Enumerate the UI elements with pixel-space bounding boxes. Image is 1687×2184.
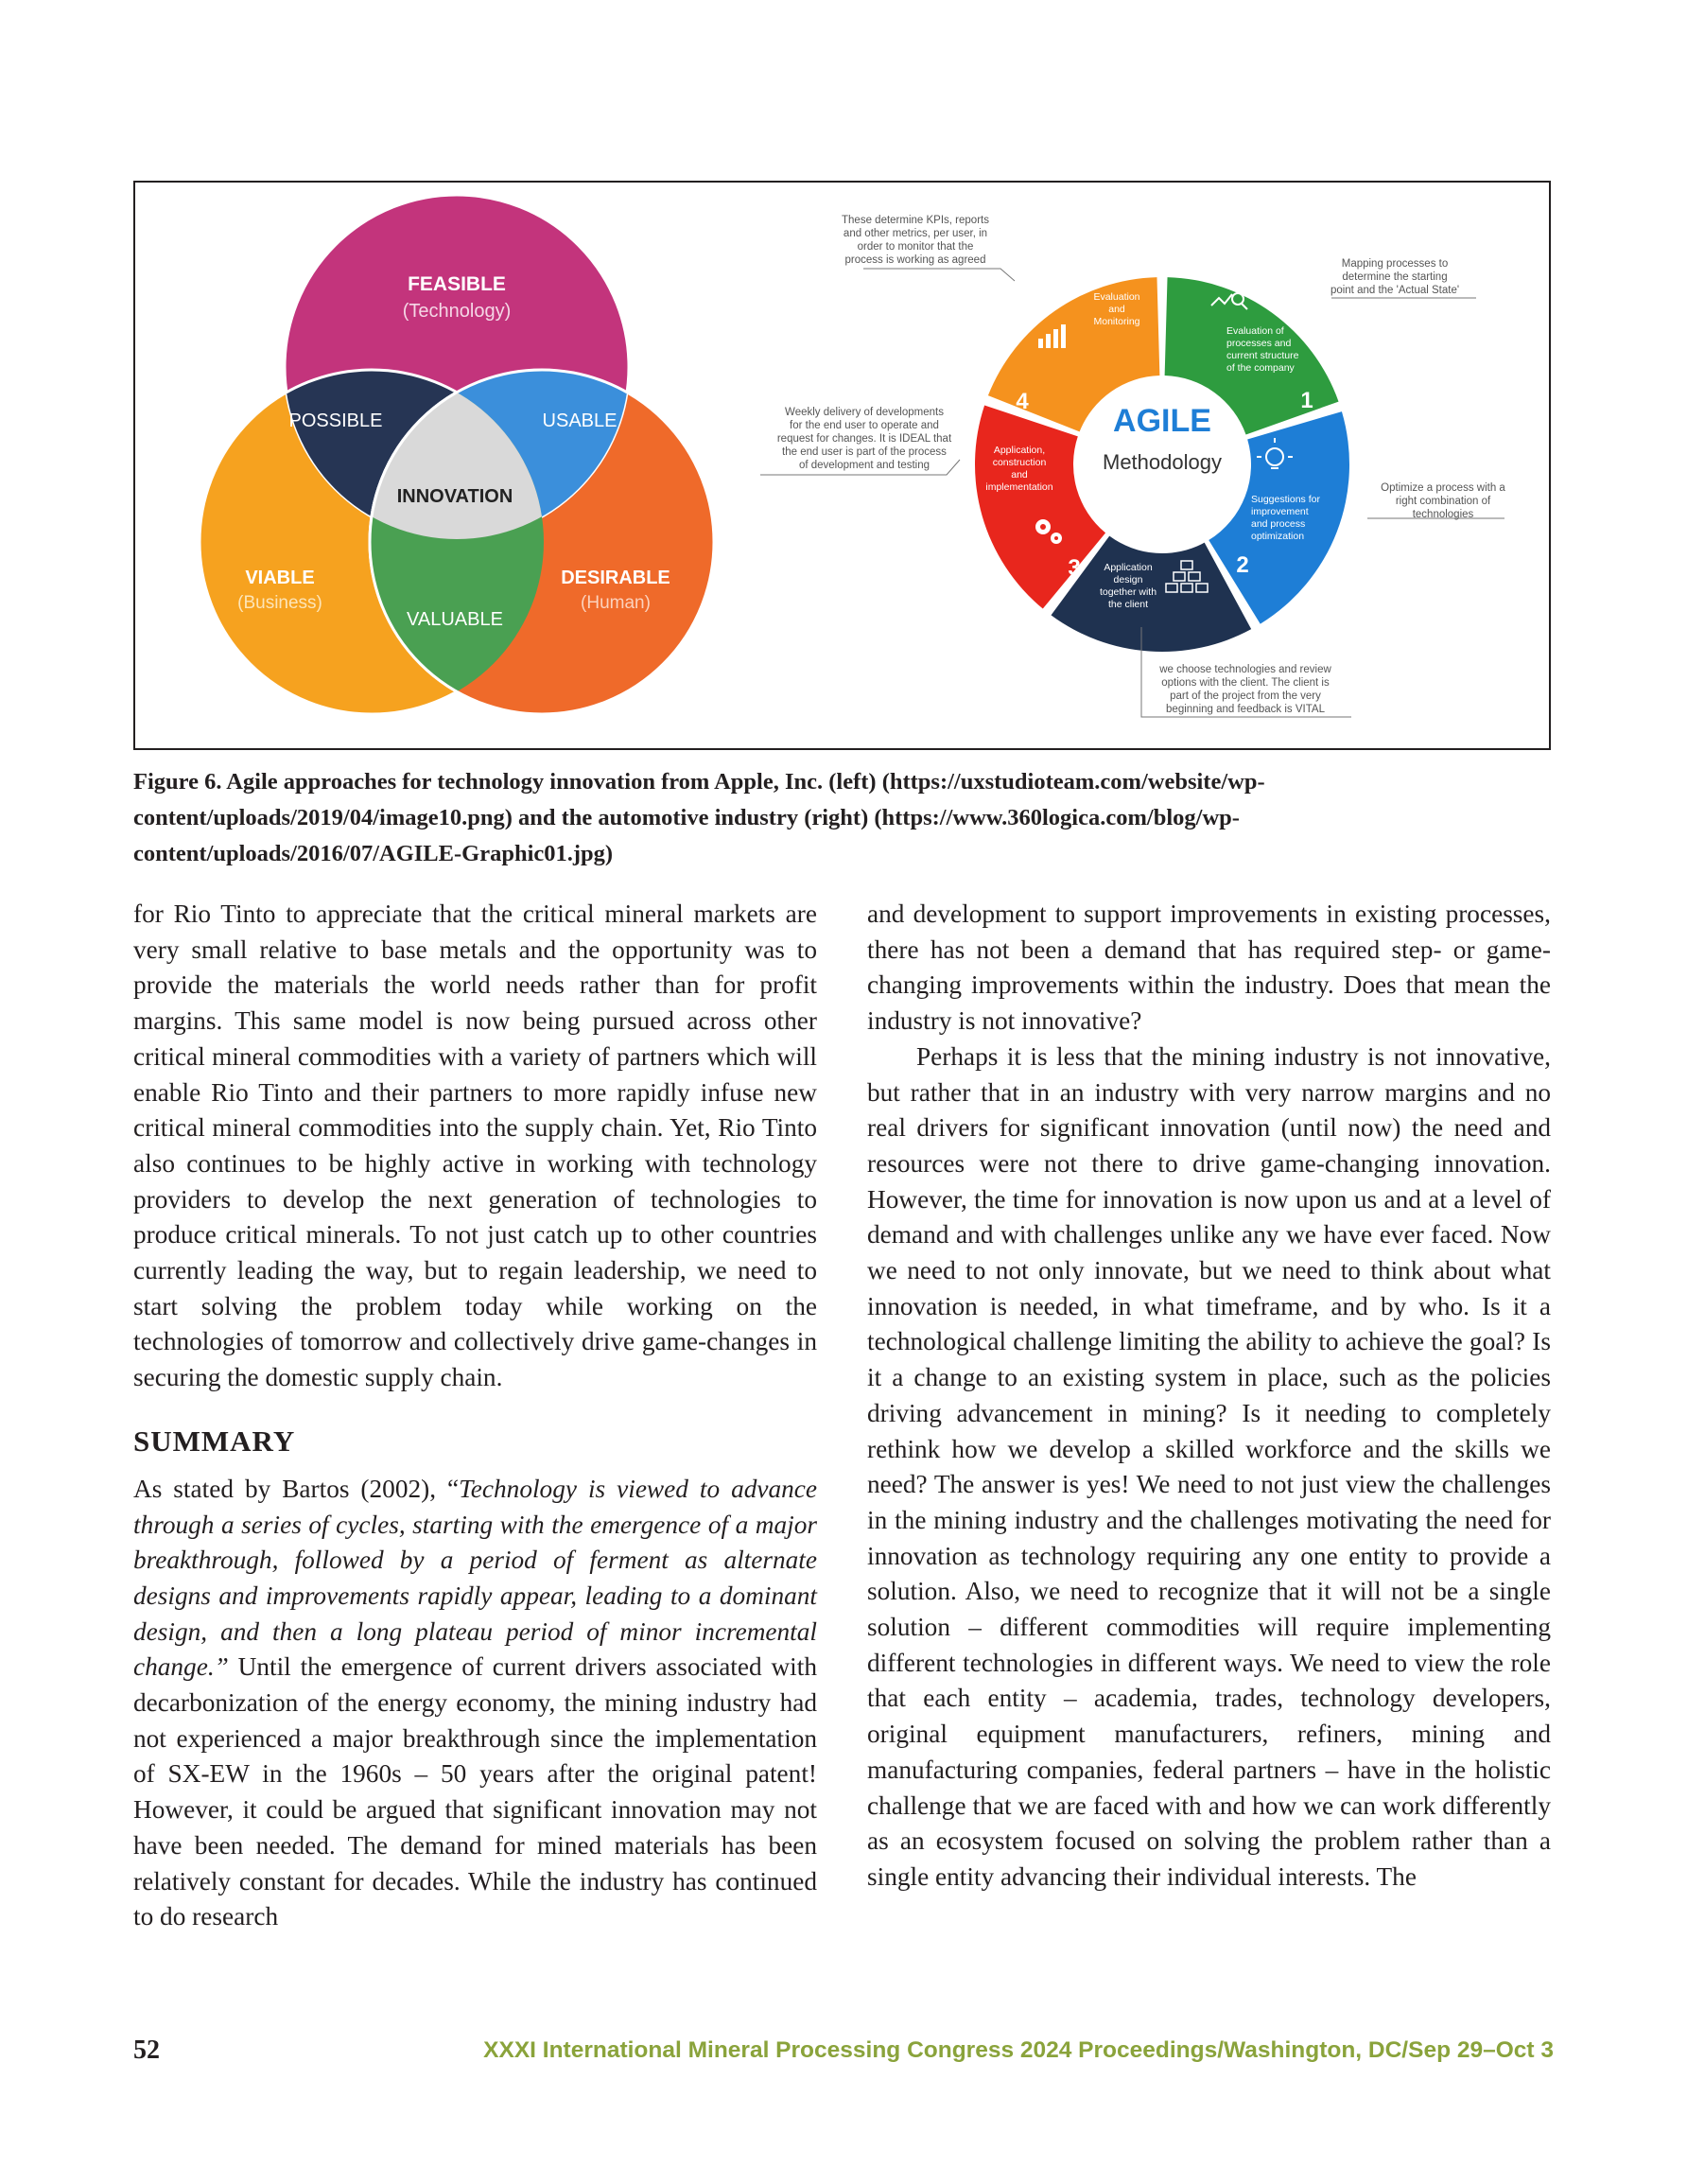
venn-label-desirable: DESIRABLE	[561, 568, 670, 588]
agile-note-top-line: order to monitor that the	[857, 241, 974, 253]
left-column	[133, 897, 817, 1935]
agile-note-left-line: the end user is part of the process	[782, 446, 947, 458]
agile-note-top-right-line: point and the 'Actual State'	[1330, 285, 1460, 296]
agile-seg5-line: Evaluation	[1093, 291, 1140, 303]
venn-label-viable: VIABLE	[245, 568, 315, 588]
body-paragraph: and development to support improvements in existing processes, there has not been a demand that has required step- or game-changing improvements within the industry. Does that mean the industry is not innovative?	[867, 900, 1551, 1036]
agile-note-bottom-line: beginning and feedback is VITAL	[1166, 704, 1325, 715]
venn-label-possible: POSSIBLE	[288, 411, 383, 431]
agile-note-top-right-line: determine the starting	[1342, 271, 1448, 283]
agile-note-top-line: process is working as agreed	[844, 254, 986, 266]
agile-seg2-line: improvement	[1251, 506, 1309, 517]
body-paragraph: for Rio Tinto to appreciate that the critical mineral markets are very small relative to base metals and the opportunity was to provide the materials the world needs rather than for profit margins. This same model is now being pursued across other critical mineral commodities with a variety of partners which will enable Rio Tinto and their partners to more rapidly infuse new critical mineral commodities into the supply chain. Yet, Rio Tinto also continues to be highly active in working with technology providers to develop the next generation of technologies to produce critical minerals. To not just catch up to other countries currently leading the way, but to regain leadership, we need to start solving the problem today while working on the technologies of tomorrow and collectively drive game-changes in securing the domestic supply chain.	[133, 900, 817, 1392]
agile-seg1-line: of the company	[1226, 362, 1295, 374]
agile-center-subtitle: Methodology	[1103, 450, 1222, 474]
figure-6	[133, 181, 1551, 750]
quote-continuation: Until the emergence of current drivers associated with decarbonization of the energy economy, the mining industry had not experienced a major breakthrough since the implementation of SX-EW in the 1960s – 50 years after the original patent! However, it could be argued that significant innovation may not have been needed. The demand for mined materials has been relatively constant for decades. While the industry has continued to do research	[133, 1652, 817, 1931]
body-paragraph: Perhaps it is less that the mining industry is not innovative, but rather that in an industry with very narrow margins and no real drivers for significant innovation (until now) the need and resources were not there to drive game-changing innovation. However, the time for innovation is now upon us and at a level of demand and with challenges unlike any we have ever faced. Now we need to not only innovate, but we need to think about what innovation is needed, in what timeframe, and by who. Is it a technological challenge limiting the ability to achieve the goal? Is it a change to an existing system in place, such as the policies driving advancement in mining? Is it needing to completely rethink how we develop a skilled workforce and the skills we need? The answer is yes! We need to not just view the challenges in the mining industry and the challenges motivating the need for innovation as technology requiring any one entity to provide a solution. Also, we need to recognize that it will not be a single solution – different commodities will require implementing different technologies in different ways. We need to view the role that each entity – academia, trades, technology developers, original equipment manufacturers, refiners, mining and manufacturing companies, federal partners – have in the holistic challenge that we are faced with and how we can work differently as an ecosystem focused on solving the problem rather than a single entity advancing their individual interests. The	[867, 1041, 1551, 1891]
agile-seg2-line: optimization	[1251, 531, 1305, 542]
page-number: 52	[133, 2035, 160, 2065]
body-paragraph-summary	[133, 1472, 817, 1935]
figure-6-graphic	[135, 183, 1549, 748]
venn-label-innovation: INNOVATION	[396, 486, 513, 507]
agile-note-left-line: request for changes. It is IDEAL that	[776, 433, 952, 445]
agile-diagram	[760, 215, 1505, 717]
venn-label-usable: USABLE	[542, 411, 617, 431]
agile-note-right-line: right combination of	[1395, 496, 1491, 507]
agile-seg2-line: and process	[1251, 518, 1306, 530]
agile-seg1-line: current structure	[1226, 350, 1299, 361]
agile-seg3-line: Application	[1104, 562, 1153, 573]
agile-note-right-line: technologies	[1412, 509, 1474, 520]
venn-sublabel-viable: (Business)	[237, 593, 322, 613]
agile-number-4: 4	[1016, 389, 1029, 414]
quote-intro: As stated by Bartos (2002), “	[133, 1474, 460, 1503]
section-heading-summary: SUMMARY	[133, 1424, 296, 1458]
agile-seg1-line: Evaluation of	[1226, 325, 1284, 337]
agile-seg4-line: implementation	[985, 481, 1053, 493]
venn-sublabel-feasible: (Technology)	[402, 301, 512, 322]
agile-note-left-line: of development and testing	[798, 460, 930, 471]
agile-seg4-line: construction	[992, 457, 1047, 468]
agile-note-top-line: These determine KPIs, reports	[842, 215, 989, 226]
venn-label-feasible: FEASIBLE	[408, 273, 506, 295]
agile-note-right-line: Optimize a process with a	[1381, 482, 1505, 494]
agile-seg3-line: design	[1113, 574, 1143, 585]
agile-center-title: AGILE	[1113, 403, 1211, 439]
agile-number-1: 1	[1300, 388, 1313, 413]
quote-text: Technology is viewed to advance through a series of cycles, starting with the emergence of a major breakthrough, followed by a period of ferment as alternate designs and improvements rapidly appear, leading to a dominant design, and then a long plateau period of minor incremental change.”	[133, 1474, 818, 1682]
agile-seg4-line: and	[1011, 469, 1028, 480]
agile-seg4-line: Application,	[993, 445, 1046, 456]
agile-note-left-line: for the end user to operate and	[790, 420, 939, 431]
venn-label-valuable: VALUABLE	[407, 609, 503, 630]
agile-note-top-line: and other metrics, per user, in	[843, 228, 988, 239]
agile-seg5-line: and	[1108, 304, 1125, 315]
agile-seg5-line: Monitoring	[1093, 316, 1140, 327]
agile-note-bottom-line: options with the client. The client is	[1161, 677, 1330, 689]
agile-note-bottom-line: we choose technologies and review	[1159, 664, 1331, 675]
footer-conference: XXXI International Mineral Processing Congress 2024 Proceedings/Washington, DC/Sep 29–Oct 3	[483, 2037, 1554, 2063]
right-column	[867, 897, 1551, 1896]
venn-diagram	[200, 195, 714, 714]
agile-note-bottom-line: part of the project from the very	[1170, 690, 1321, 702]
agile-number-3: 3	[1068, 555, 1081, 581]
agile-seg3-line: the client	[1107, 599, 1149, 610]
agile-seg1-line: processes and	[1226, 338, 1292, 349]
figure-caption: Figure 6. Agile approaches for technology innovation from Apple, Inc. (left) (https://uxstudioteam.com/website/wp-content/uploads/2019/04/image10.png) and the automotive industry (right) (https://www.360logica.com/blog/wp-content/uploads/2016/07/AGILE-Graphic01.jpg)	[133, 769, 1265, 866]
agile-note-left-line: Weekly delivery of developments	[785, 407, 944, 418]
agile-note-top-right-line: Mapping processes to	[1341, 258, 1449, 270]
agile-seg3-line: together with	[1099, 586, 1157, 598]
agile-seg2-line: Suggestions for	[1251, 494, 1320, 505]
agile-number-2: 2	[1236, 552, 1249, 578]
agile-number-5: 5	[1161, 252, 1176, 280]
venn-sublabel-desirable: (Human)	[581, 593, 651, 613]
